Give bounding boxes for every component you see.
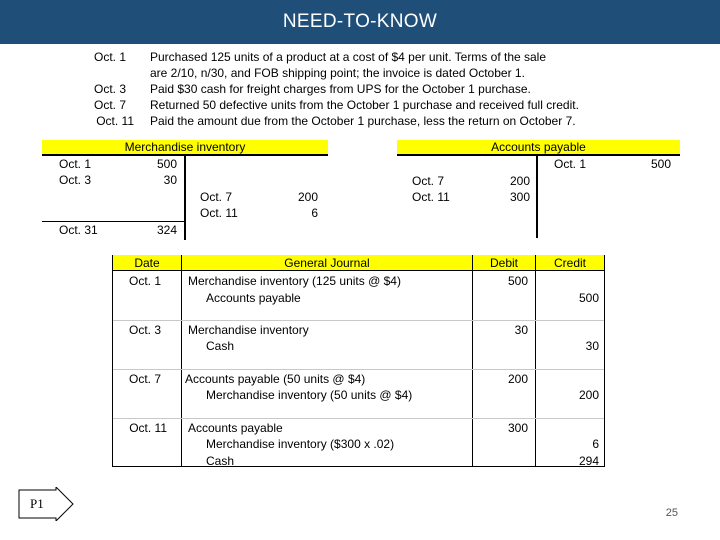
journal-account: Merchandise inventory (188, 323, 309, 337)
t-account-divider (536, 155, 538, 238)
journal-row-separator (113, 369, 604, 370)
t-debit-amount: 300 (509, 190, 530, 204)
journal-grid-line (604, 255, 605, 467)
journal-entry-date: Oct. 3 (128, 323, 161, 337)
journal-account: Merchandise inventory (125 units @ $4) (188, 274, 401, 288)
t-account-title: Accounts payable (491, 140, 586, 154)
transaction-text: Paid $30 cash for freight charges from UPS for the October 1 purchase. (150, 82, 531, 96)
transaction-date: Oct. 11 (96, 114, 134, 128)
arrow-badge-icon (18, 487, 74, 521)
t-account-title: Merchandise inventory (124, 140, 246, 154)
t-credit-date: Oct. 11 (200, 206, 238, 220)
badge-label: P1 (30, 496, 44, 511)
transaction-date: Oct. 3 (93, 82, 126, 96)
journal-debit: 30 (514, 323, 528, 337)
journal-entry-date: Oct. 7 (128, 372, 161, 386)
journal-header-credit: Credit (553, 256, 586, 270)
slide-title: NEED-TO-KNOW (0, 0, 720, 44)
journal-bottom-line (112, 466, 605, 467)
t-credit-amount: 6 (311, 206, 318, 220)
t-debit-date: Oct. 7 (412, 174, 445, 188)
journal-header-title: General Journal (284, 256, 370, 270)
journal-grid-line (181, 255, 182, 467)
t-debit-amount: 200 (509, 174, 530, 188)
journal-header-date: Date (134, 256, 160, 270)
t-credit-date: Oct. 1 (554, 157, 587, 171)
journal-account: Accounts payable (50 units @ $4) (185, 372, 366, 386)
journal-credit: 30 (585, 339, 599, 353)
learning-objective-badge (18, 487, 74, 521)
journal-debit: 300 (507, 421, 528, 435)
t-debit-amount: 30 (163, 173, 177, 187)
t-balance-amount: 324 (156, 223, 177, 237)
journal-account: Cash (206, 339, 235, 353)
page-number: 25 (665, 507, 678, 519)
t-credit-date: Oct. 7 (200, 190, 233, 204)
transaction-text: are 2/10, n/30, and FOB shipping point; the invoice is dated October 1. (150, 66, 525, 80)
journal-account: Cash (206, 454, 235, 468)
journal-account: Merchandise inventory (50 units @ $4) (206, 388, 413, 402)
transaction-text: Paid the amount due from the October 1 purchase, less the return on October 7. (150, 114, 576, 128)
journal-debit: 500 (507, 274, 528, 288)
journal-credit: 500 (578, 291, 599, 305)
transaction-text: Purchased 125 units of a product at a cost of $4 per unit. Terms of the sale (150, 50, 547, 64)
journal-header-debit: Debit (489, 256, 518, 270)
journal-debit: 200 (507, 372, 528, 386)
t-debit-date: Oct. 3 (59, 173, 92, 187)
journal-account: Merchandise inventory ($300 x .02) (206, 437, 395, 451)
t-balance-date: Oct. 31 (59, 223, 98, 237)
transaction-date: Oct. 1 (93, 50, 126, 64)
journal-credit: 200 (578, 388, 599, 402)
journal-entry-date: Oct. 1 (128, 274, 161, 288)
journal-entry-date: Oct. 11 (129, 421, 167, 435)
journal-row-separator (113, 418, 604, 419)
journal-row-separator (113, 320, 604, 321)
t-debit-date: Oct. 11 (412, 190, 450, 204)
transaction-text: Returned 50 defective units from the October 1 purchase and received full credit. (150, 98, 579, 112)
t-credit-amount: 200 (297, 190, 318, 204)
journal-account: Accounts payable (188, 421, 283, 435)
t-credit-amount: 500 (650, 157, 671, 171)
t-debit-date: Oct. 1 (59, 157, 92, 171)
journal-credit: 294 (578, 454, 599, 468)
t-account-divider (184, 155, 186, 240)
t-debit-amount: 500 (156, 157, 177, 171)
transaction-date: Oct. 7 (93, 98, 126, 112)
journal-credit: 6 (592, 437, 599, 451)
journal-account: Accounts payable (206, 291, 301, 305)
